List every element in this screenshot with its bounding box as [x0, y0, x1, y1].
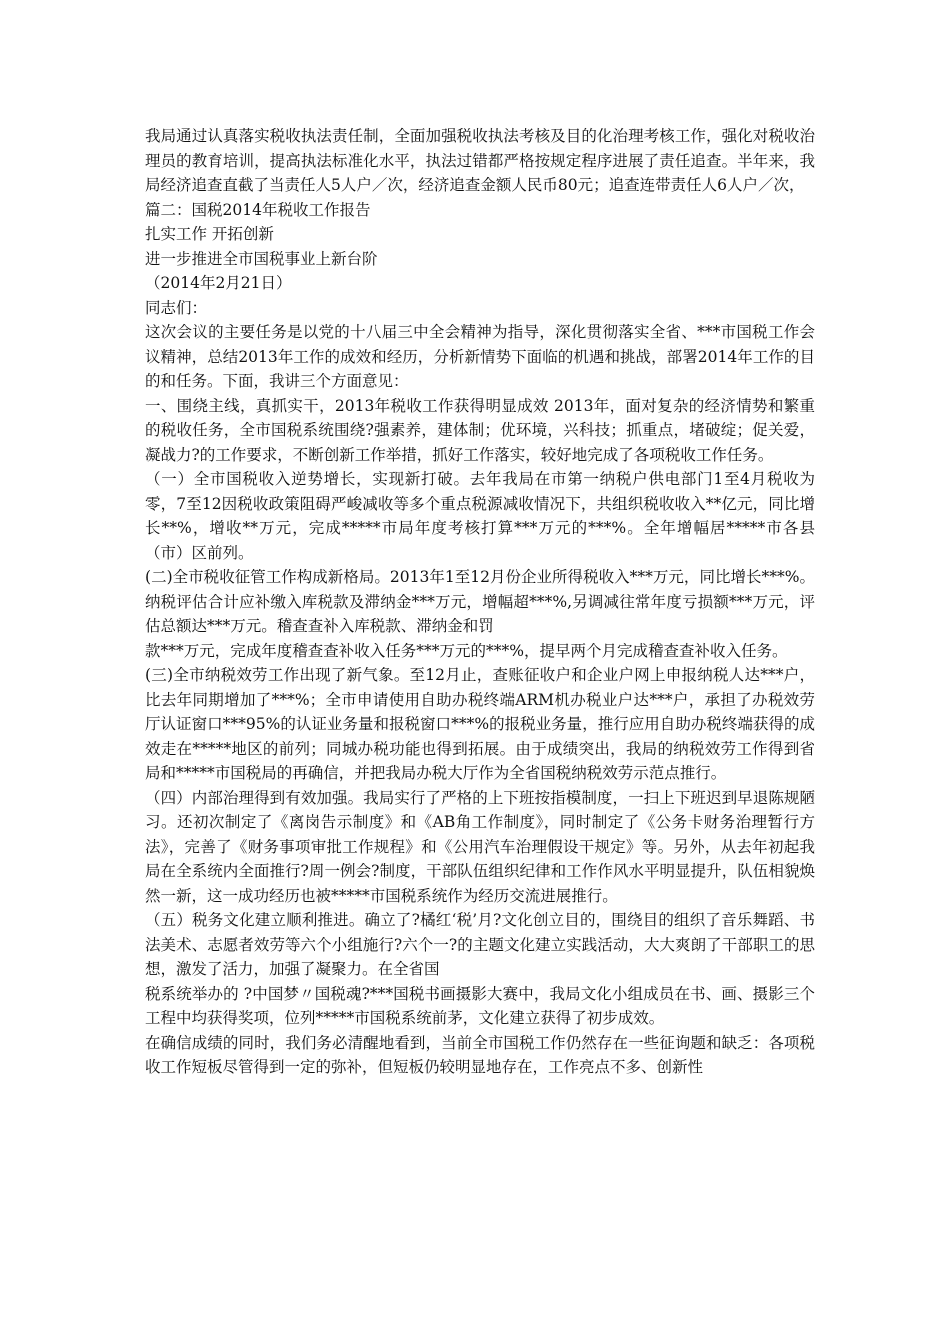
paragraph-revenue: （一）全市国税收入逆势增长，实现新打破。去年我局在市第一纳税户供电部门1至4月税收为零，7至12因税收政策阻碍严峻减收等多个重点税源减收情况下，共组织税收收入**亿元，同比增长**%，增收**万元，完成*****市局年度考核打算***万元的***%。全年增幅居*****市各县（市）区前列。	[145, 470, 815, 562]
section-heading: 篇二：国税2014年税收工作报告	[145, 200, 371, 219]
report-subtitle: 进一步推进全市国税事业上新台阶	[145, 249, 378, 268]
paragraph-accountability: 我局通过认真落实税收执法责任制，全面加强税收执法考核及目的化治理考核工作，强化对税收治理员的教育培训，提高执法标准化水平，执法过错都严格按规定程序进展了责任追查。半年来，我局经济追查直截了当责任人5人户／次，经济追查金额人民币80元；追查连带责任人6人户／次，	[145, 127, 815, 194]
paragraph-collection-cont: 款***万元，完成年度稽查查补收入任务***万元的***%，提早两个月完成稽查查补收入任务。	[145, 641, 788, 660]
paragraph-service: (三)全市纳税效劳工作出现了新气象。至12月止，查账征收户和企业户网上申报纳税人达***户，比去年同期增加了***%；全市申请使用自助办税终端ARM机办税业户达***户，承担了办税效劳厅认证窗口***95%的认证业务量和报税窗口***%的报税业务量，推行应用自助办税终端获得的成效走在*****地区的前列；同城办税功能也得到拓展。由于成绩突出，我局的纳税效劳工作得到省局和*****市国税局的再确信，并把我局办税大厅作为全省国税纳税效劳示范点推行。	[145, 666, 815, 782]
paragraph-collection: (二)全市税收征管工作构成新格局。2013年1至12月份企业所得税收入***万元，同比增长***%。纳税评估合计应补缴入库税款及滞纳金***万元，增幅超***%,另调减往常年度亏损额***万元，评估总额达***万元。稽查查补入库税款、滞纳金和罚	[145, 568, 815, 635]
paragraph-problems: 在确信成绩的同时，我们务必清醒地看到，当前全市国税工作仍然存在一些征询题和缺乏：各项税收工作短板尽管得到一定的弥补，但短板仍较明显地存在，工作亮点不多、创新性	[145, 1033, 815, 1076]
salutation: 同志们：	[145, 298, 208, 317]
paragraph-intro: 这次会议的主要任务是以党的十八届三中全会精神为指导，深化贯彻落实全省、***市国税工作会议精神，总结2013年工作的成效和经历，分析新情势下面临的机遇和挑战，部署2014年工作的目的和任务。下面，我讲三个方面意见：	[145, 323, 815, 390]
document-body	[145, 124, 815, 1080]
paragraph-culture: （五）税务文化建立顺利推进。确立了?橘红‘税’月?文化创立目的，围绕目的组织了音乐舞蹈、书法美术、志愿者效劳等六个小组施行?六个一?的主题文化建立实践活动，大大爽朗了干部职工的思想，激发了活力，加强了凝聚力。在全省国	[145, 911, 815, 978]
paragraph-section-one: 一、围绕主线，真抓实干，2013年税收工作获得明显成效 2013年，面对复杂的经济情势和繁重的税收任务，全市国税系统围绕?强素养，建体制；优环境，兴科技；抓重点，堵破绽；促关爱，凝战力?的工作要求，不断创新工作举措，抓好工作落实，较好地完成了各项税收工作任务。	[145, 396, 815, 464]
report-title: 扎实工作 开拓创新	[145, 225, 274, 243]
report-date: （2014年2月21日）	[145, 274, 292, 292]
paragraph-culture-cont: 税系统举办的 ?中国梦〃国税魂?***国税书画摄影大赛中，我局文化小组成员在书、画、摄影三个工程中均获得奖项，位列*****市国税系统前茅，文化建立获得了初步成效。	[145, 984, 815, 1027]
paragraph-management: （四）内部治理得到有效加强。我局实行了严格的上下班按指模制度，一扫上下班迟到早退陈规陋习。还初次制定了《离岗告示制度》和《AB角工作制度》，同时制定了《公务卡财务治理暂行方法》，完善了《财务事项审批工作规程》和《公用汽车治理假设干规定》等。另外，从去年初起我局在全系统内全面推行?周一例会?制度，干部队伍组织纪律和工作作风水平明显提升，队伍相貌焕然一新，这一成功经历也被*****市国税系统作为经历交流进展推行。	[145, 788, 815, 905]
